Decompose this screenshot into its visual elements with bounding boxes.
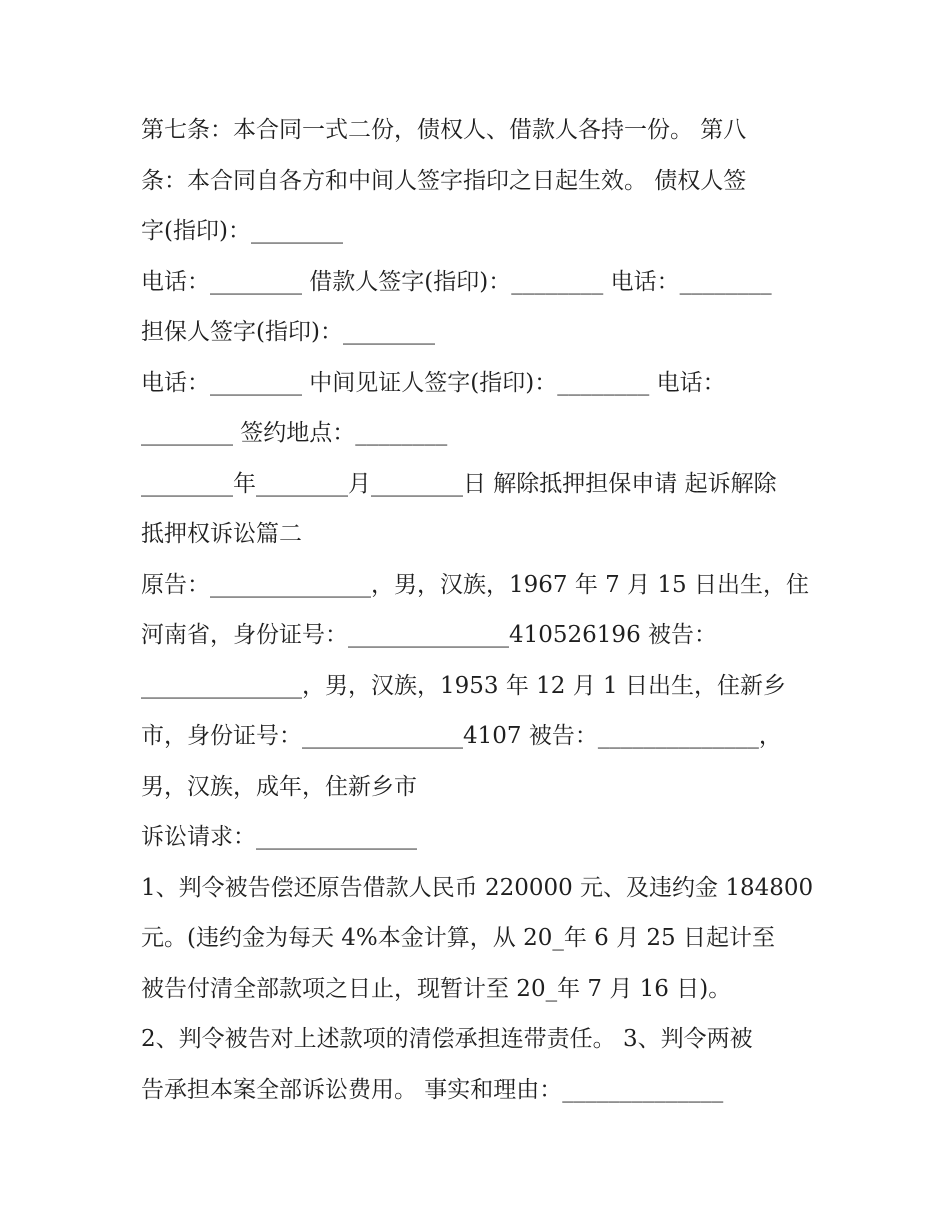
text-line: 河南省，身份证号：______________410526196 被告： — [141, 622, 718, 648]
text-line: 原告：______________，男，汉族，1967 年 7 月 15 日出生，住 — [141, 571, 809, 598]
text-line: 条：本合同自各方和中间人签字指印之日起生效。 债权人签 — [141, 167, 747, 194]
text-line: 元。(违约金为每天 4%本金计算，从 20_年 6 月 25 日起计至 — [141, 925, 775, 951]
text-line: ________ 签约地点：________ — [141, 420, 448, 446]
text-line: 市，身份证号：______________4107 被告：______________， — [141, 723, 782, 749]
text-line: 电话：________ 借款人签字(指印)：________ 电话：________ — [141, 268, 772, 295]
text-line: 男，汉族，成年，住新乡市 — [141, 773, 417, 800]
text-line: ______________，男，汉族，1953 年 12 月 1 日出生，住新乡 — [141, 672, 786, 699]
text-line: 告承担本案全部诉讼费用。 事实和理由：______________ — [141, 1076, 724, 1103]
text-line: 抵押权诉讼篇二 — [141, 521, 302, 547]
text-line: 2、判令被告对上述款项的清偿承担连带责任。 3、判令两被 — [141, 1026, 753, 1052]
text-line: 第七条：本合同一式二份，债权人、借款人各持一份。 第八 — [141, 117, 747, 143]
text-line: 电话：________ 中间见证人签字(指印)：________ 电话： — [141, 369, 726, 396]
text-line: ________年________月________日 解除抵押担保申请 起诉解除 — [141, 470, 777, 497]
text-line: 1、判令被告偿还原告借款人民币 220000 元、及违约金 184800 — [141, 874, 814, 901]
text-line: 被告付清全部款项之日止，现暂计至 20_年 7 月 16 日)。 — [141, 975, 732, 1002]
text-line: 担保人签字(指印)：________ — [141, 319, 435, 345]
document-body — [141, 105, 821, 1115]
text-line: 字(指印)：________ — [141, 218, 343, 244]
text-line: 诉讼请求：______________ — [141, 824, 417, 850]
